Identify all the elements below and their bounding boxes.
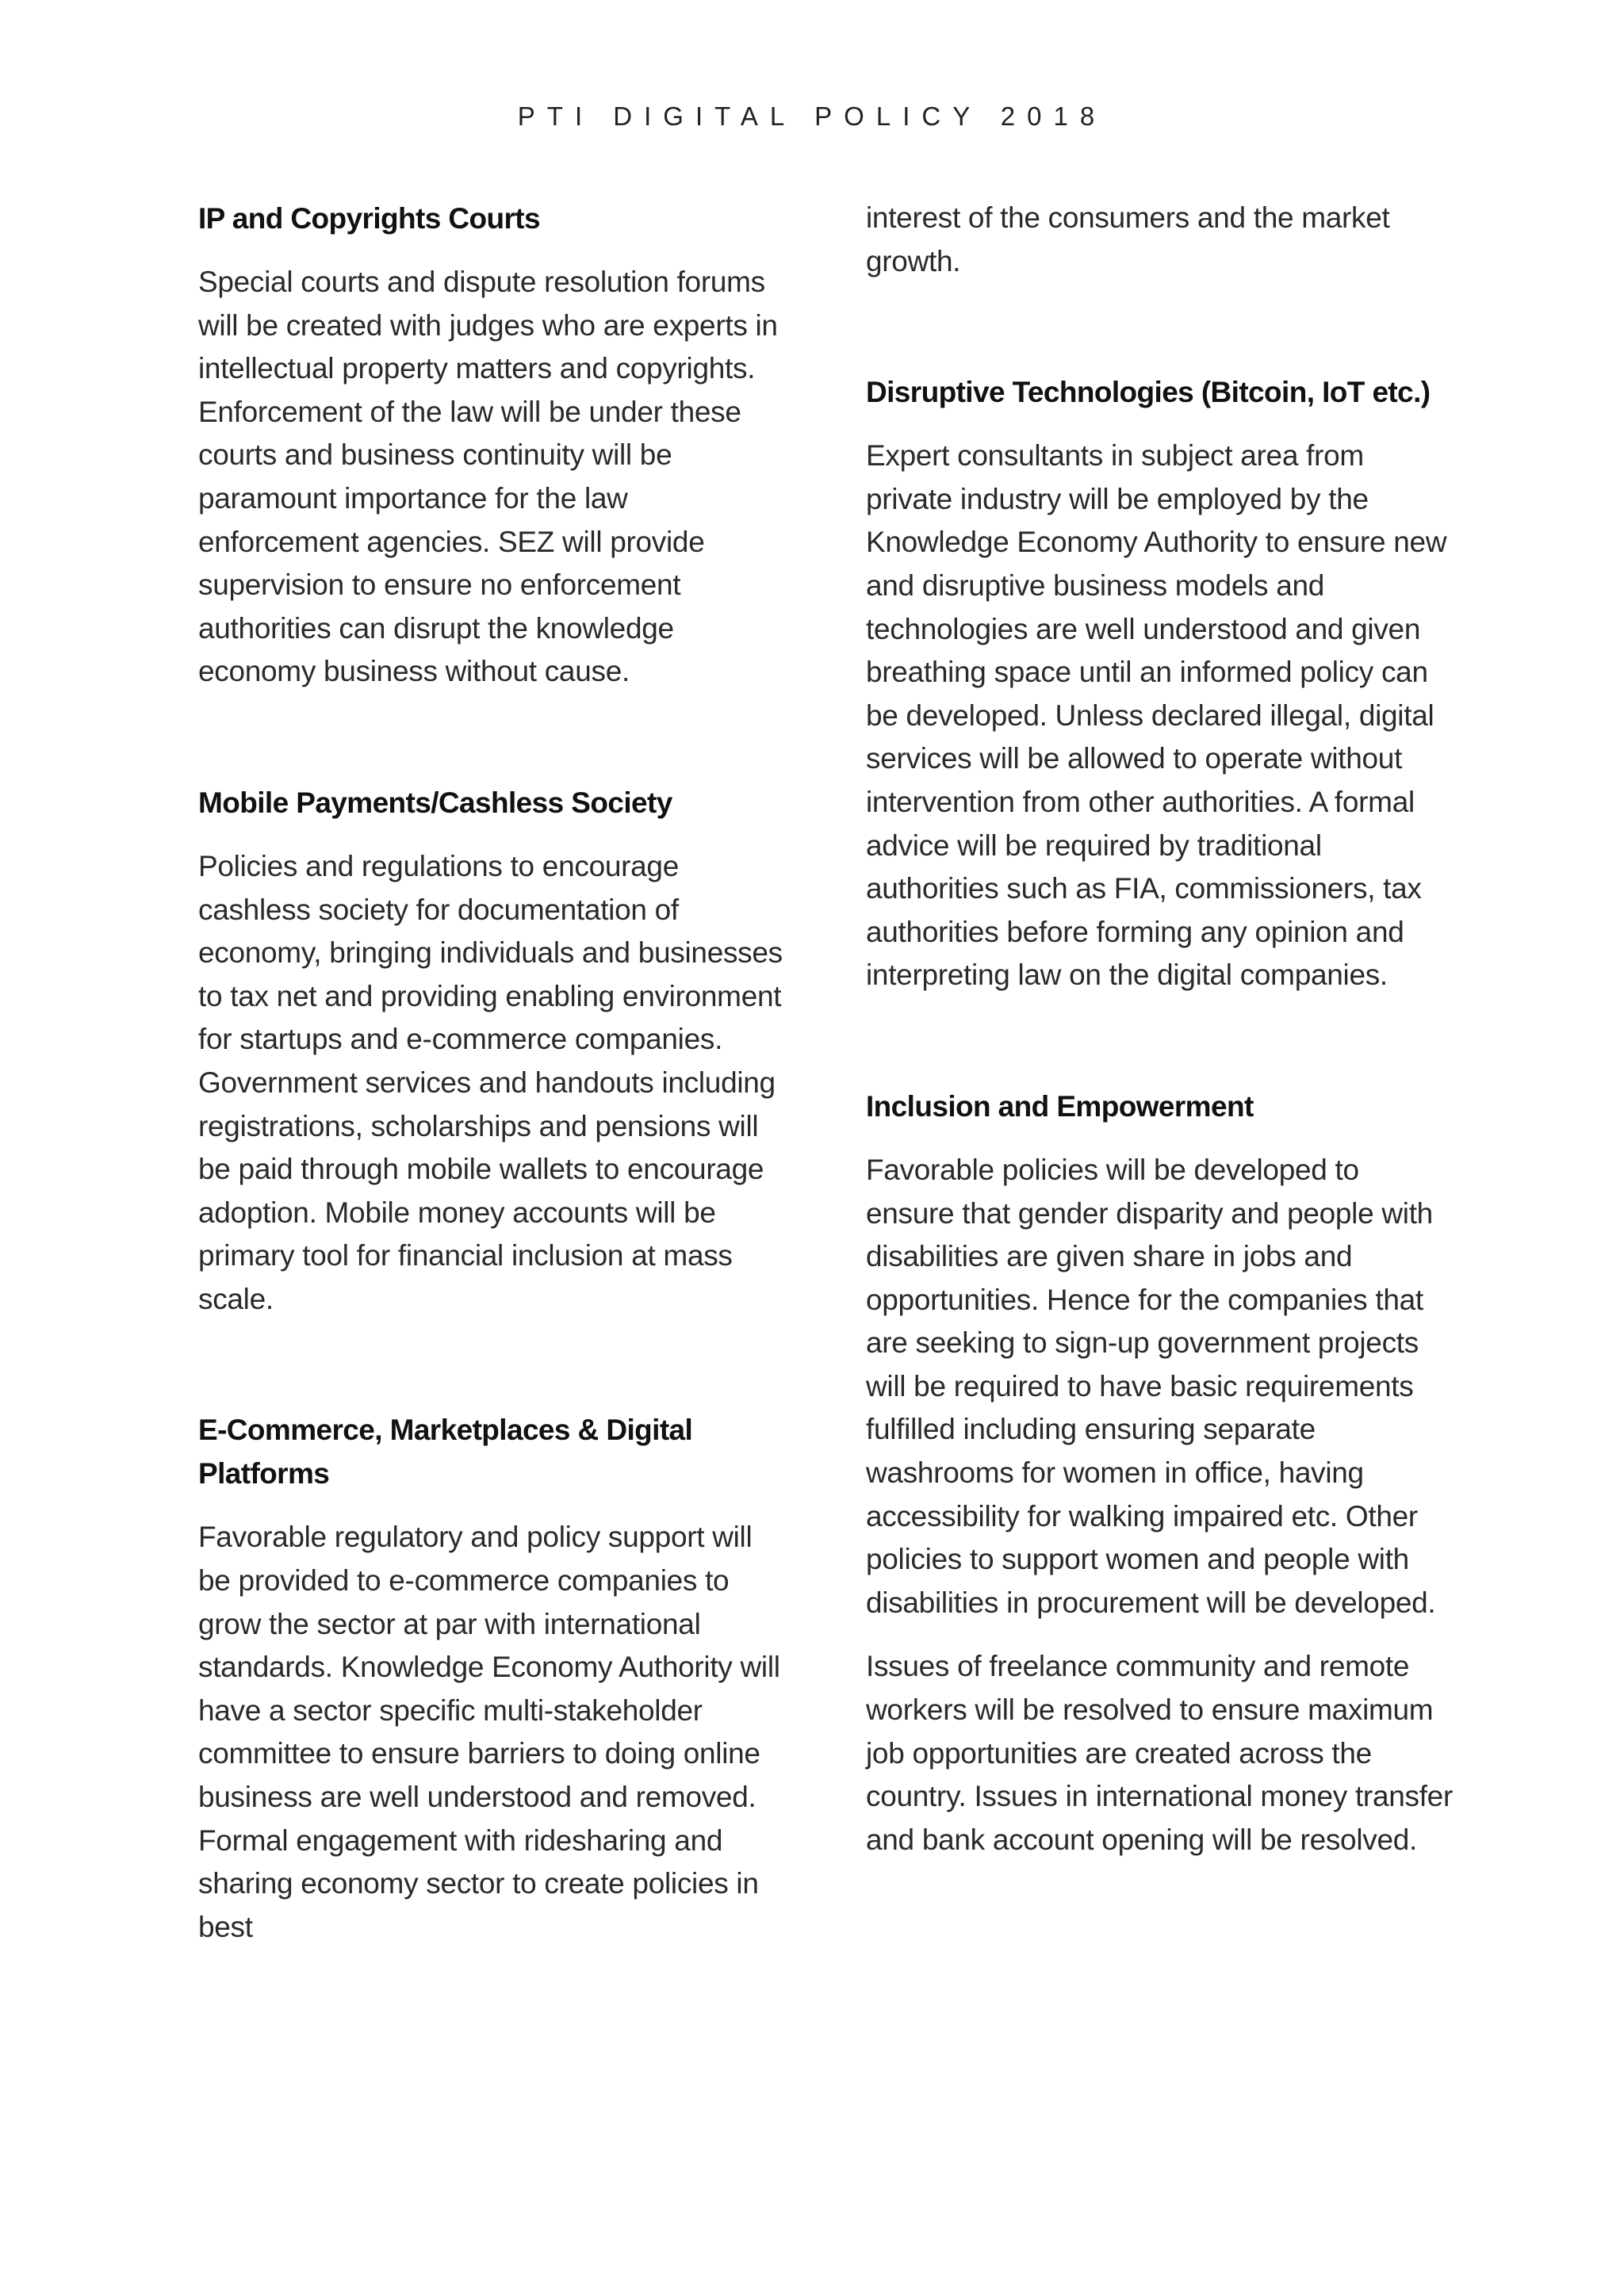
section-ip-copyrights xyxy=(198,197,785,694)
section-heading: Mobile Payments/Cashless Society xyxy=(198,786,672,819)
section-paragraph: Policies and regulations to encourage cashless society for documentation of economy, bringing individuals and businesses to tax net and providing enabling environment for startups and e-commerce companies. Government services and handouts including registrations, scholarships and pensions will be paid through mobile wallets to encourage adoption. Mobile money accounts will be primary tool for financial inclusion at mass scale. xyxy=(198,849,783,1315)
section-paragraph: Special courts and dispute resolution forums will be created with judges who are experts in intellectual property matters and copyrights. Enforcement of the law will be under these courts and business continuity will be paramount importance for the law enforcement agencies. SEZ will provide supervision to ensure no enforcement authorities can disrupt the knowledge economy business without cause. xyxy=(198,266,778,688)
running-header: PTI DIGITAL POLICY 2018 xyxy=(517,101,1107,131)
section-paragraph: Issues of freelance community and remote workers will be resolved to ensure maximum job opportunities are created across the country. Issues in international money transfer and bank account opening will be resolved. xyxy=(866,1650,1453,1856)
section-paragraph: Expert consultants in subject area from private industry will be employed by the Knowledge Economy Authority to ensure new and disruptive business models and technologies are well understood and given breathing space until an informed policy can be developed. Unless declared illegal, digital services will be allowed to operate without intervention from other authorities. A formal advice will be required by traditional authorities such as FIA, commissioners, tax authorities before forming any opinion and interpreting law on the digital companies. xyxy=(866,439,1447,992)
section-paragraph: Favorable policies will be developed to ensure that gender disparity and people with disabilities are given share in jobs and opportunities. Hence for the companies that are seeking to sign-up government projects will be required to have basic requirements fulfilled including ensuring separate washrooms for women in office, having accessibility for walking impaired etc. Other policies to support women and people with disabilities in procurement will be developed. xyxy=(866,1153,1436,1619)
continued-paragraph: interest of the consumers and the market growth. xyxy=(866,201,1390,277)
right-column xyxy=(866,197,1453,1862)
section-heading: IP and Copyrights Courts xyxy=(198,202,541,235)
section-heading: Disruptive Technologies (Bitcoin, IoT etc.) xyxy=(866,376,1431,409)
section-ecommerce xyxy=(198,1408,785,1949)
left-column xyxy=(198,197,785,1949)
section-heading: E-Commerce, Marketplaces & Digital Platforms xyxy=(198,1414,693,1490)
continued-paragraph-block xyxy=(866,197,1453,283)
section-mobile-payments xyxy=(198,781,785,1322)
section-disruptive-technologies xyxy=(866,370,1453,997)
section-inclusion-empowerment xyxy=(866,1085,1453,1862)
section-paragraph: Favorable regulatory and policy support will be provided to e-commerce companies to grow the sector at par with international standards. Knowledge Economy Authority will have a sector specific multi-stakeholder committee to ensure barriers to doing online business are well understood and removed. Formal engagement with ridesharing and sharing economy sector to create policies in best xyxy=(198,1521,780,1943)
section-heading: Inclusion and Empowerment xyxy=(866,1089,1254,1123)
